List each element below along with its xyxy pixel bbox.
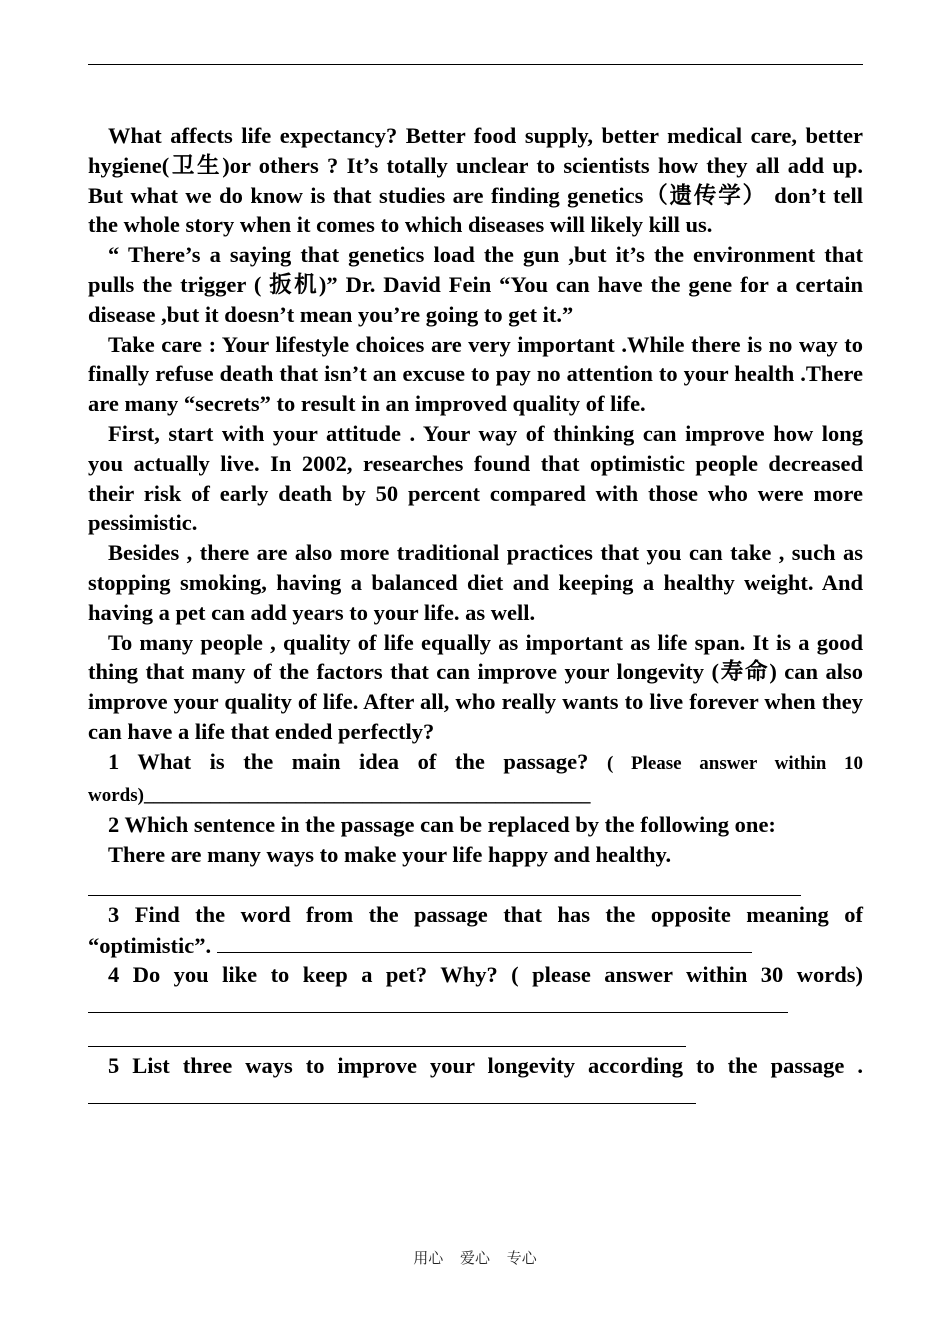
question-1-answer-blank[interactable]: _______________________________________________ bbox=[143, 784, 591, 806]
passage-paragraph-2: “ There’s a saying that genetics load the gun ,but it’s the environment that pulls the trigger ( 扳机)” Dr. David Fein “You can have the gene for a certain disease ,but it doesn’t mean you’re going to get it.” bbox=[88, 242, 863, 327]
question-3-text: 3 Find the word from the passage that has the opposite meaning of “optimistic”. bbox=[88, 901, 863, 958]
question-3 bbox=[88, 900, 863, 961]
question-1 bbox=[88, 747, 863, 811]
header-rule bbox=[88, 64, 863, 65]
question-4-text: 4 Do you like to keep a pet? Why? ( please answer within 30 words) bbox=[108, 962, 863, 988]
passage-paragraph-3: Take care : Your lifestyle choices are very important .While there is no way to finally refuse death that isn’t an excuse to pay no attention to your health .There are many “secrets” to result in an improved quality of life. bbox=[88, 331, 863, 417]
passage-paragraph-1: What affects life expectancy? Better food supply, better medical care, better hygiene(卫生)or others ? It’s totally unclear to scientists how they all add up. But what we do know is that studies are finding genetics（遗传学） don’t tell the whole story when it comes to which diseases will likely kill us. bbox=[88, 123, 863, 238]
question-2-answer-line[interactable] bbox=[88, 870, 863, 900]
question-5-answer-blank[interactable] bbox=[88, 1081, 696, 1104]
passage-paragraph-6: To many people , quality of life equally as important as life span. It is a good thing that many of the factors that can improve your longevity (寿命) can also improve your quality of life. After all, who really wants to live forever when they can have a life that ended perfectly? bbox=[88, 629, 863, 744]
question-2-sentence: There are many ways to make your life happy and healthy. bbox=[108, 842, 672, 868]
passage-paragraph-4: First, start with your attitude . Your way of thinking can improve how long you actually live. In 2002, researches found that optimistic people decreased their risk of early death by 50 percent compared with those who were more pessimistic. bbox=[88, 420, 863, 536]
question-3-answer-blank[interactable] bbox=[217, 930, 752, 953]
page-footer: 用心 爱心 专心 bbox=[413, 1249, 537, 1267]
question-2: 2 Which sentence in the passage can be replaced by the following one: bbox=[108, 812, 776, 838]
question-1-note: ( Please answer within 10 words) bbox=[88, 752, 864, 806]
question-4-answer-line[interactable] bbox=[88, 1021, 863, 1051]
question-5 bbox=[88, 1051, 863, 1112]
question-4-answer-blank[interactable] bbox=[88, 990, 788, 1013]
question-1-text: 1 What is the main idea of the passage? bbox=[108, 748, 589, 774]
passage-paragraph-5: Besides , there are also more traditional practices that you can take , such as stopping smoking, having a balanced diet and keeping a healthy weight. And having a pet can add years to your life. as well. bbox=[88, 540, 863, 625]
worksheet-body bbox=[88, 121, 863, 1111]
question-5-text: 5 List three ways to improve your longevity according to the passage . bbox=[108, 1052, 863, 1078]
question-4 bbox=[88, 960, 863, 1021]
